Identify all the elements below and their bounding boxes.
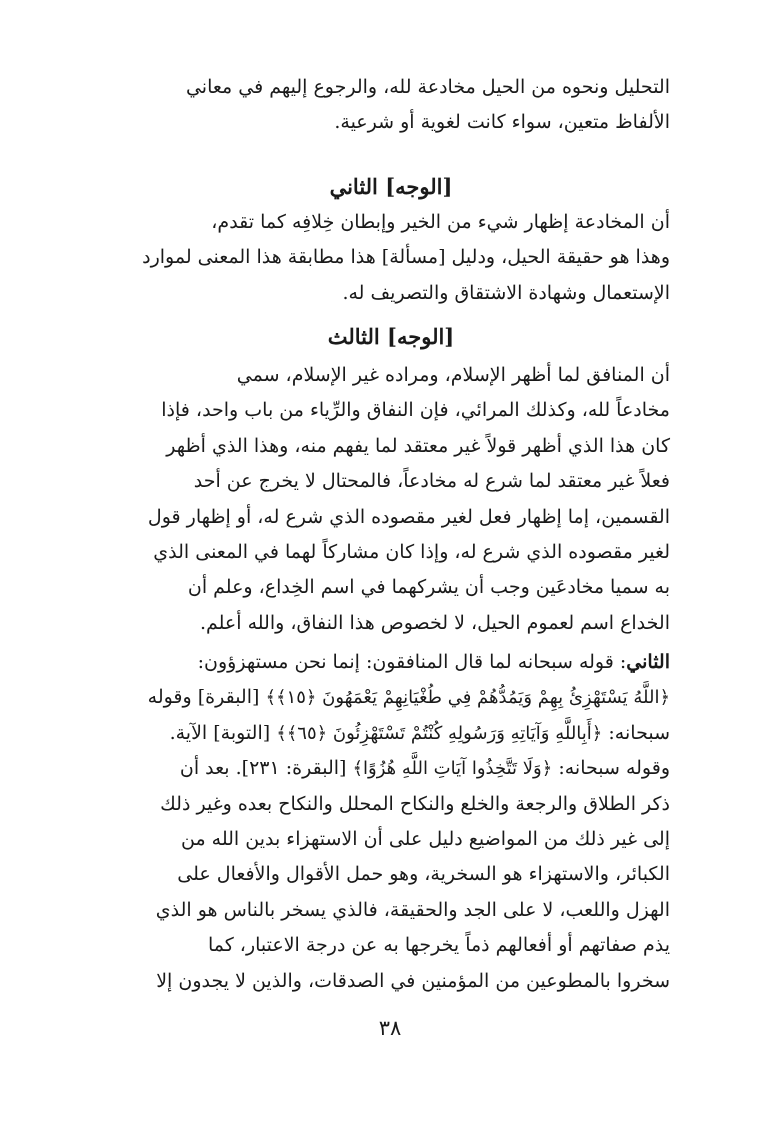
paragraph-line: فعلاً غير معتقد لما شرع له مخادعاً، فالمحتال لا يخرج عن أحد — [193, 470, 670, 493]
section-second — [112, 172, 670, 202]
section-heading: [الوجه] الثاني — [329, 174, 453, 199]
paragraph-line: ذكر الطلاق والرجعة والخلع والنكاح المحلل والنكاح بعده وغير ذلك — [160, 792, 670, 815]
verse-reference: [التوبة] الآية. — [169, 721, 271, 744]
verse-reference: [البقرة: ٢٣١]. بعد أن — [179, 757, 347, 780]
paragraph-line: سخروا بالمطوعين من المؤمنين في الصدقات، والذين لا يجدون إلا — [156, 969, 670, 992]
section-third-body — [112, 358, 670, 641]
section-heading: [الوجه] الثالث — [327, 324, 455, 349]
point-intro: : قوله سبحانه لما قال المنافقون: إنما نحن مستهزؤون: — [197, 651, 627, 673]
paragraph-line: به سميا مخادعَين وجب أن يشركهما في اسم الخِداع، وعلم أن — [187, 576, 670, 599]
paragraph-line — [112, 716, 670, 751]
paragraph-line — [112, 751, 670, 786]
paragraph-line — [112, 680, 670, 715]
paragraph-line: الكبائر، والاستهزاء هو السخرية، وهو حمل الأقوال والأفعال على — [177, 863, 670, 886]
top-paragraph — [112, 70, 670, 141]
paragraph-line: وهذا هو حقيقة الحيل، ودليل [مسألة] هذا مطابقة هذا المعنى لموارد — [142, 246, 670, 269]
paragraph-line: الإستعمال وشهادة الاشتقاق والتصريف له. — [342, 281, 670, 304]
page-number: ٣٨ — [378, 1016, 402, 1040]
quran-verse: ﴿أَبِاللَّهِ وَآيَاتِهِ وَرَسُولِهِ كُنْتُمْ تَسْتَهْزِئُونَ ﴿٦٥﴾﴾ — [276, 722, 603, 744]
paragraph-line: القسمين، إما إظهار فعل لغير مقصوده الذي شرع له، أو إظهار قول — [147, 505, 670, 528]
paragraph-line — [112, 645, 670, 680]
paragraph-line: الخداع اسم لعموم الحيل، لا لخصوص هذا النفاق، والله أعلم. — [199, 611, 670, 634]
second-point — [112, 645, 670, 999]
paragraph-line: أن المخادعة إظهار شيء من الخير وإبطان خِلافِه كما تقدم، — [211, 211, 670, 233]
paragraph-line: التحليل ونحوه من الحيل مخادعة لله، والرجوع إليهم في معاني — [185, 76, 670, 98]
quran-verse: ﴿اللَّهُ يَسْتَهْزِئُ بِهِمْ وَيَمُدُّهُمْ فِي طُغْيَانِهِمْ يَعْمَهُونَ ﴿١٥﴾﴾ — [265, 687, 670, 709]
paragraph-line: مخادعاً لله، وكذلك المرائي، فإن النفاق والرِّياء من باب واحد، فإذا — [161, 399, 670, 422]
paragraph-line: إلى غير ذلك من المواضيع دليل على أن الاستهزاء بدين الله من — [180, 828, 670, 851]
paragraph-line: أن المنافق لما أظهر الإسلام، ومراده غير الإسلام، سمي — [236, 364, 670, 386]
point-lead: الثاني — [626, 651, 670, 673]
verse-reference: [البقرة] وقوله — [147, 686, 260, 709]
quran-verse: ﴿وَلَا تَتَّخِذُوا آيَاتِ اللَّهِ هُزُوًا﴾ — [352, 758, 553, 780]
paragraph-line: الهزل واللعب، لا على الجد والحقيقة، فالذي يسخر بالناس هو الذي — [155, 898, 670, 921]
text-fragment: سبحانه: — [608, 721, 670, 744]
section-third — [112, 322, 670, 352]
paragraph-line: يذم صفاتهم أو أفعالهم ذماً يخرجها به عن درجة الاعتبار، كما — [207, 934, 670, 957]
section-second-body — [112, 205, 670, 311]
paragraph-line: لغير مقصوده الذي شرع له، وإذا كان مشاركاً لهما في المعنى الذي — [153, 541, 670, 564]
paragraph-line: كان هذا الذي أظهر قولاً غير معتقد لما يفهم منه، وهذا الذي أظهر — [166, 434, 670, 457]
text-fragment: وقوله سبحانه: — [558, 757, 670, 780]
paragraph-line: الألفاظ متعين، سواء كانت لغوية أو شرعية. — [334, 111, 670, 134]
